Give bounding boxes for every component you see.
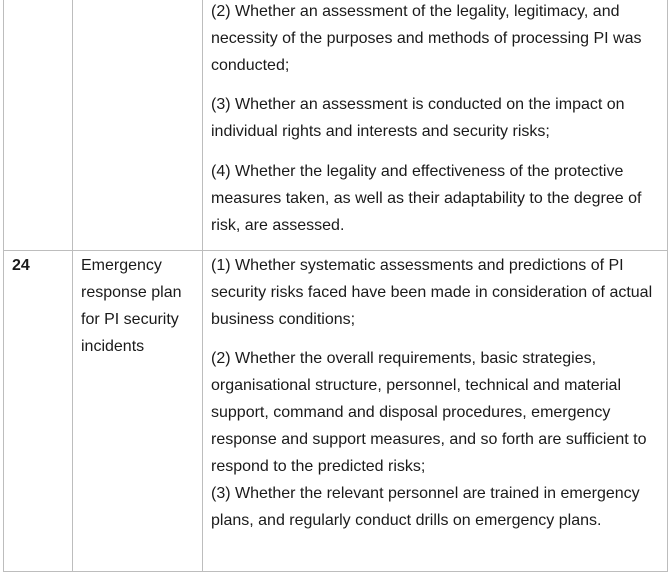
row-number: 24 xyxy=(12,257,30,274)
table-row xyxy=(4,0,668,251)
row-number-cell xyxy=(4,251,73,572)
row-title-cell xyxy=(73,251,203,572)
requirement-item: (1) Whether systematic assessments and predictions of PI security risks faced have been made in consideration of actual business conditions; xyxy=(211,257,653,328)
row-title: Emergency response plan for PI security incidents xyxy=(81,257,182,355)
row-number-cell xyxy=(4,0,73,251)
requirement-item: (3) Whether the relevant personnel are trained in emergency plans, and regularly conduct drills on emergency plans. xyxy=(211,485,640,529)
requirement-item: (2) Whether an assessment of the legality, legitimacy, and necessity of the purposes and methods of processing PI was conducted; xyxy=(211,3,642,74)
requirement-item: (3) Whether an assessment is conducted on the impact on individual rights and interests and security risks; xyxy=(211,96,625,140)
row-title-cell xyxy=(73,0,203,251)
row-content-cell xyxy=(203,251,668,572)
table-row xyxy=(4,251,668,572)
requirement-item: (2) Whether the overall requirements, basic strategies, organisational structure, personnel, technical and material support, command and disposal procedures, emergency response and support measures, and so forth are sufficient to respond to the predicted risks; xyxy=(211,350,647,475)
row-content-cell xyxy=(203,0,668,251)
requirement-item: (4) Whether the legality and effectiveness of the protective measures taken, as well as their adaptability to the degree of risk, are assessed. xyxy=(211,163,642,234)
requirements-table xyxy=(3,0,668,572)
